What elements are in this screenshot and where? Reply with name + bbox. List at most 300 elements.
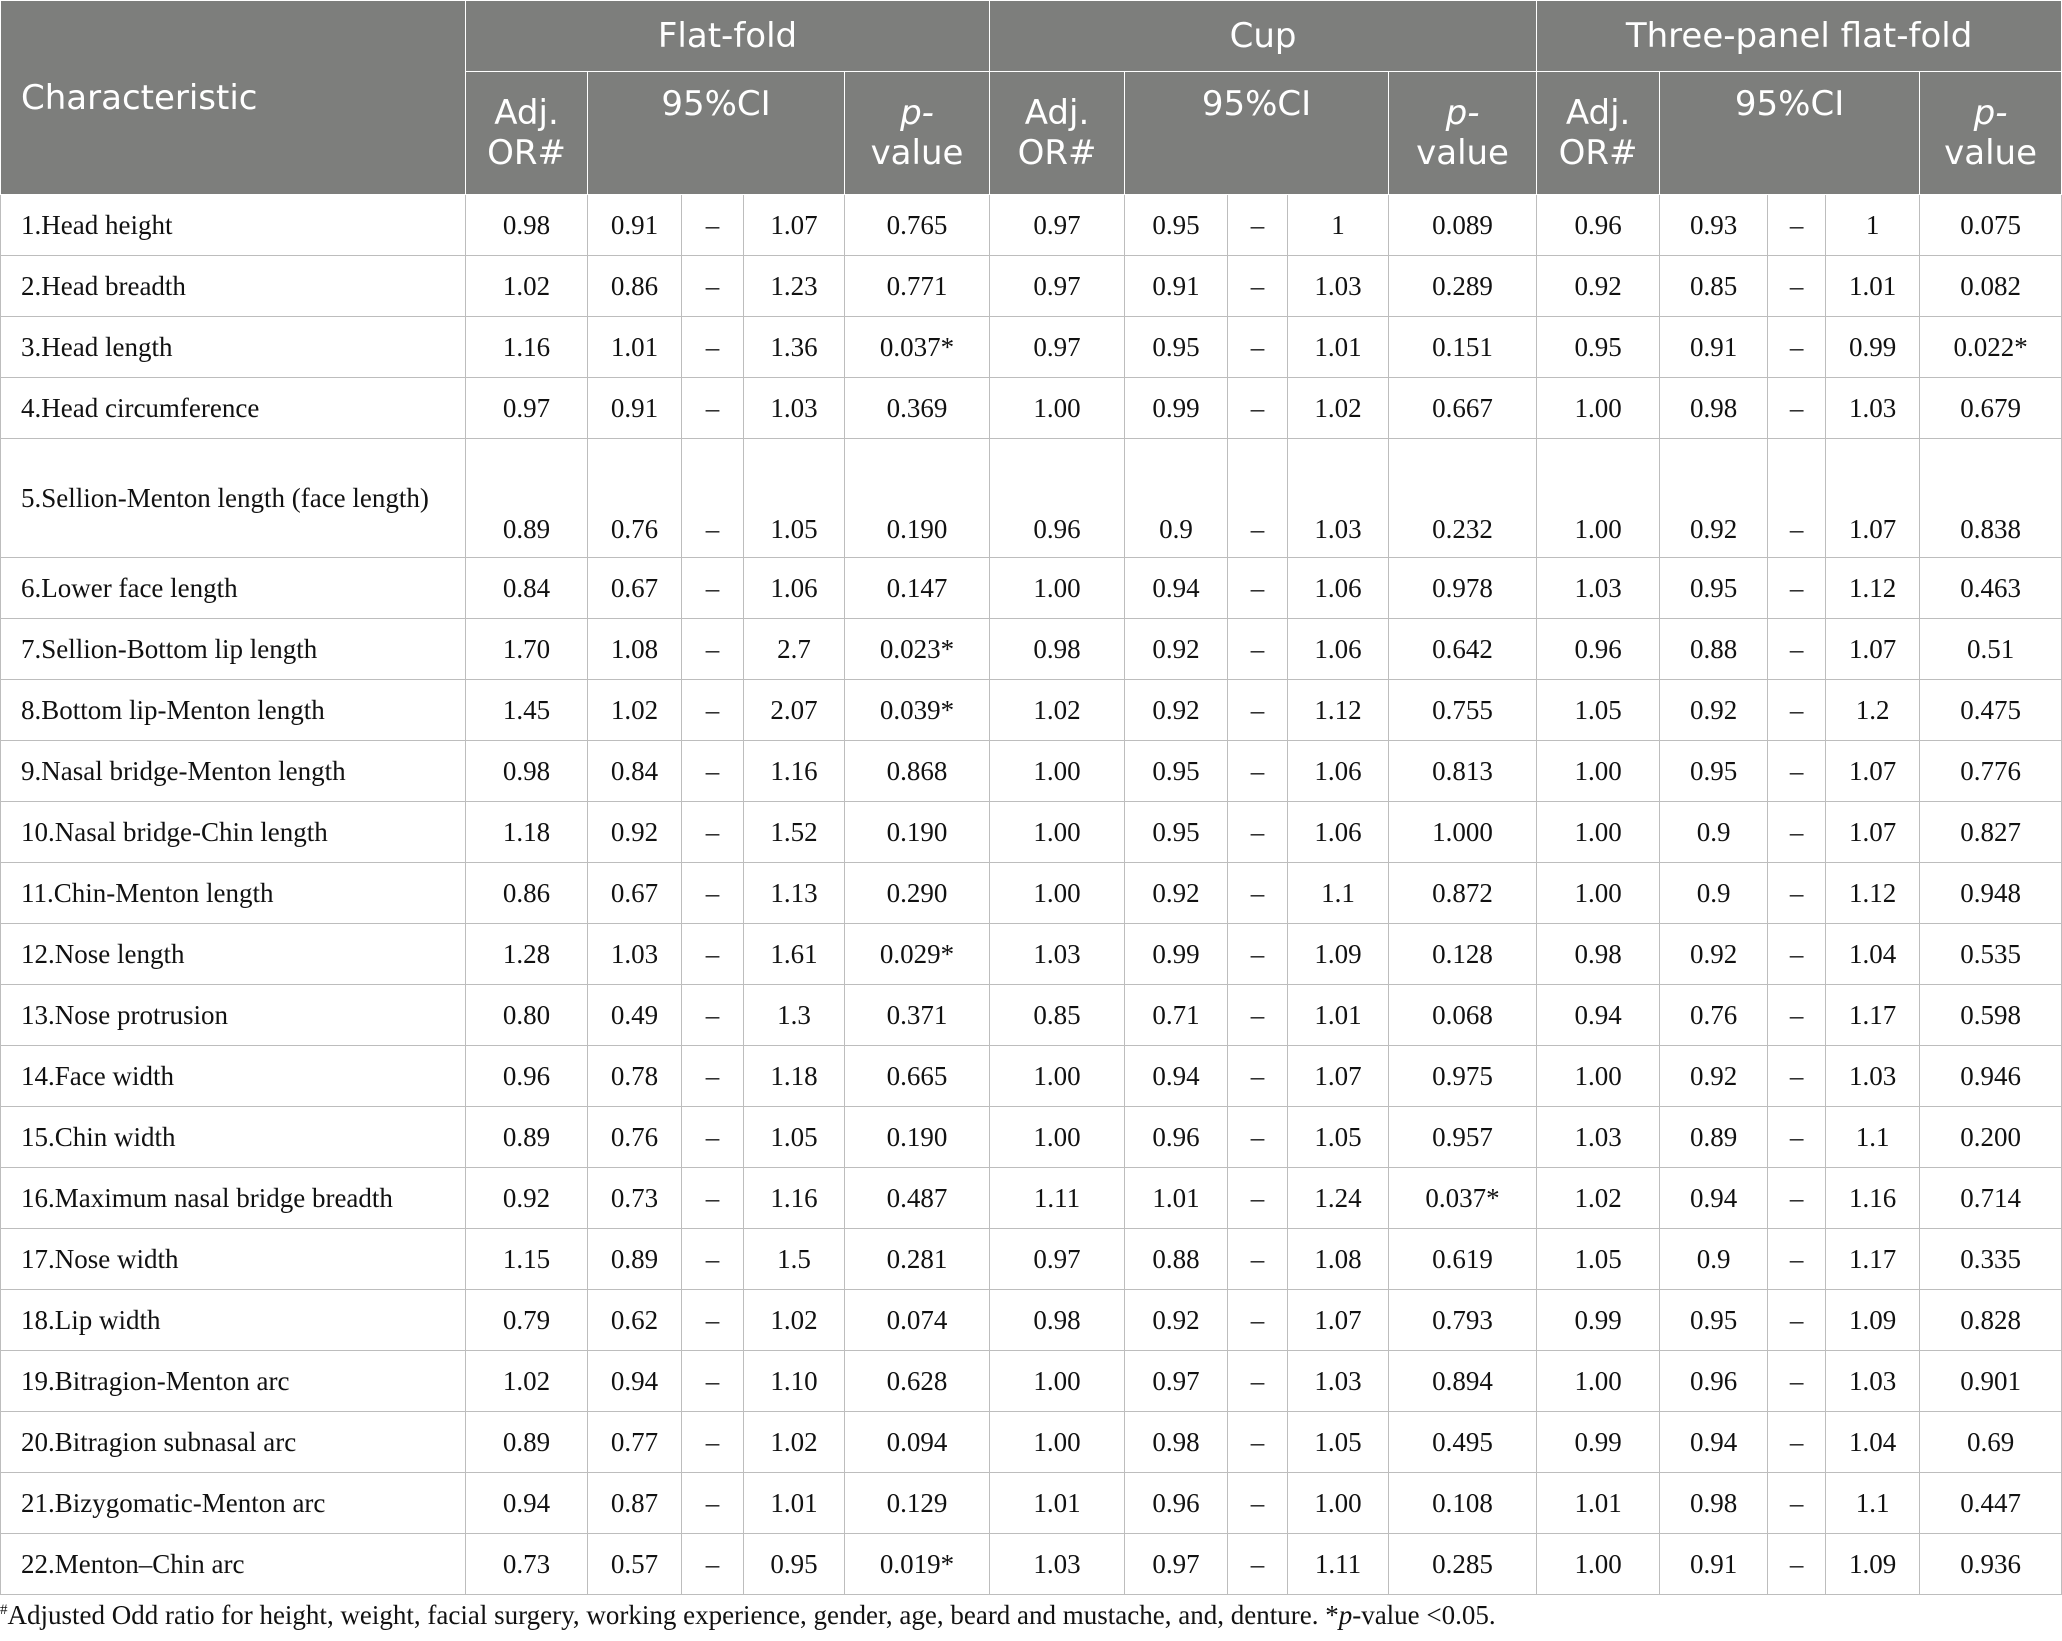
- cell-ci-dash: –: [1228, 195, 1288, 256]
- cell-or: 0.97: [990, 317, 1125, 378]
- cell-ci-low: 0.95: [1660, 741, 1768, 802]
- header-p-value: p- value: [1920, 72, 2062, 195]
- cell-ci-dash: –: [1228, 863, 1288, 924]
- cell-ci-dash: –: [682, 1412, 744, 1473]
- cell-ci-low: 0.91: [1660, 317, 1768, 378]
- cell-ci-high: 1.24: [1288, 1168, 1389, 1229]
- cell-or: 1.16: [466, 317, 588, 378]
- cell-p-value: 0.894: [1389, 1351, 1537, 1412]
- cell-ci-dash: –: [1228, 378, 1288, 439]
- cell-ci-dash: –: [682, 1351, 744, 1412]
- cell-ci-high: 1.1: [1288, 863, 1389, 924]
- cell-p-value: 0.190: [845, 439, 990, 558]
- cell-ci-high: 1.04: [1826, 1412, 1920, 1473]
- cell-or: 1.02: [990, 680, 1125, 741]
- row-characteristic: 3.Head length: [1, 317, 466, 378]
- cell-ci-low: 1.02: [588, 680, 682, 741]
- cell-ci-low: 0.89: [1660, 1107, 1768, 1168]
- cell-ci-high: 1.07: [1826, 619, 1920, 680]
- cell-ci-low: 0.95: [1660, 558, 1768, 619]
- cell-ci-high: 1.1: [1826, 1107, 1920, 1168]
- cell-ci-dash: –: [1768, 1473, 1826, 1534]
- cell-ci-low: 0.91: [588, 378, 682, 439]
- cell-ci-high: 1.03: [1826, 1351, 1920, 1412]
- footnote-p: p: [1338, 1600, 1353, 1630]
- cell-p-value: 0.019*: [845, 1534, 990, 1595]
- cell-ci-low: 0.76: [1660, 985, 1768, 1046]
- cell-ci-low: 0.96: [1660, 1351, 1768, 1412]
- cell-ci-dash: –: [682, 558, 744, 619]
- table-row: [1, 680, 2062, 741]
- cell-or: 1.05: [1537, 680, 1660, 741]
- header-row-groups: [1, 1, 2062, 72]
- row-characteristic: 19.Bitragion-Menton arc: [1, 1351, 466, 1412]
- cell-p-value: 0.771: [845, 256, 990, 317]
- cell-ci-high: 1.16: [1826, 1168, 1920, 1229]
- cell-ci-dash: –: [1768, 802, 1826, 863]
- cell-or: 0.89: [466, 439, 588, 558]
- cell-ci-high: 1.13: [744, 863, 845, 924]
- cell-ci-dash: –: [1228, 1229, 1288, 1290]
- cell-or: 0.86: [466, 863, 588, 924]
- cell-p-value: 0.776: [1920, 741, 2062, 802]
- cell-ci-high: 1.12: [1288, 680, 1389, 741]
- row-characteristic: 4.Head circumference: [1, 378, 466, 439]
- cell-ci-dash: –: [682, 1168, 744, 1229]
- cell-ci-low: 0.91: [1125, 256, 1228, 317]
- cell-or: 1.00: [1537, 439, 1660, 558]
- cell-ci-high: 1.10: [744, 1351, 845, 1412]
- row-characteristic: 12.Nose length: [1, 924, 466, 985]
- table-row: [1, 1107, 2062, 1168]
- cell-ci-high: 1.23: [744, 256, 845, 317]
- cell-ci-low: 0.97: [1125, 1351, 1228, 1412]
- cell-p-value: 0.793: [1389, 1290, 1537, 1351]
- cell-ci-dash: –: [1768, 256, 1826, 317]
- cell-or: 1.00: [990, 558, 1125, 619]
- cell-ci-high: 1.16: [744, 1168, 845, 1229]
- table-row: [1, 1290, 2062, 1351]
- row-characteristic: 18.Lip width: [1, 1290, 466, 1351]
- table-row: [1, 558, 2062, 619]
- cell-or: 0.79: [466, 1290, 588, 1351]
- cell-ci-low: 0.78: [588, 1046, 682, 1107]
- cell-or: 0.98: [466, 741, 588, 802]
- table-row: [1, 1412, 2062, 1473]
- cell-ci-high: 1.09: [1826, 1290, 1920, 1351]
- cell-ci-high: 1.03: [1826, 378, 1920, 439]
- cell-ci-low: 0.67: [588, 558, 682, 619]
- row-characteristic: 5.Sellion-Menton length (face length): [1, 439, 466, 558]
- cell-ci-low: 0.92: [1660, 924, 1768, 985]
- cell-ci-dash: –: [682, 1473, 744, 1534]
- cell-ci-dash: –: [1228, 256, 1288, 317]
- cell-ci-high: 1: [1288, 195, 1389, 256]
- cell-or: 1.00: [1537, 1534, 1660, 1595]
- cell-ci-low: 0.9: [1660, 1229, 1768, 1290]
- cell-ci-high: 1.18: [744, 1046, 845, 1107]
- header-ci: 95%CI: [1660, 72, 1920, 195]
- cell-or: 0.96: [1537, 195, 1660, 256]
- cell-p-value: 0.948: [1920, 863, 2062, 924]
- cell-ci-high: 1.17: [1826, 985, 1920, 1046]
- cell-ci-dash: –: [682, 317, 744, 378]
- cell-p-value: 0.075: [1920, 195, 2062, 256]
- table-row: [1, 863, 2062, 924]
- cell-ci-high: 1.02: [744, 1290, 845, 1351]
- cell-p-value: 0.487: [845, 1168, 990, 1229]
- cell-ci-low: 1.01: [588, 317, 682, 378]
- cell-or: 1.03: [1537, 558, 1660, 619]
- cell-p-value: 0.975: [1389, 1046, 1537, 1107]
- cell-ci-dash: –: [682, 1290, 744, 1351]
- cell-ci-dash: –: [682, 195, 744, 256]
- cell-p-value: 0.69: [1920, 1412, 2062, 1473]
- cell-ci-high: 1.07: [1826, 802, 1920, 863]
- cell-p-value: 0.037*: [845, 317, 990, 378]
- header-adj-or: Adj. OR#: [1537, 72, 1660, 195]
- cell-or: 0.80: [466, 985, 588, 1046]
- row-characteristic: 21.Bizygomatic-Menton arc: [1, 1473, 466, 1534]
- cell-ci-low: 0.95: [1660, 1290, 1768, 1351]
- cell-ci-high: 1.06: [1288, 802, 1389, 863]
- cell-p-value: 0.128: [1389, 924, 1537, 985]
- cell-ci-dash: –: [1768, 1351, 1826, 1412]
- cell-ci-dash: –: [682, 619, 744, 680]
- cell-or: 0.96: [466, 1046, 588, 1107]
- cell-ci-high: 1.08: [1288, 1229, 1389, 1290]
- cell-ci-dash: –: [1228, 741, 1288, 802]
- cell-ci-dash: –: [1768, 680, 1826, 741]
- cell-ci-low: 0.98: [1125, 1412, 1228, 1473]
- table-row: [1, 924, 2062, 985]
- table-row: [1, 439, 2062, 558]
- cell-p-value: 0.868: [845, 741, 990, 802]
- cell-ci-high: 1.00: [1288, 1473, 1389, 1534]
- cell-p-value: 0.281: [845, 1229, 990, 1290]
- cell-ci-dash: –: [1228, 802, 1288, 863]
- cell-p-value: 0.094: [845, 1412, 990, 1473]
- cell-p-value: 0.51: [1920, 619, 2062, 680]
- cell-ci-high: 1.17: [1826, 1229, 1920, 1290]
- cell-ci-high: 1.06: [1288, 741, 1389, 802]
- cell-p-value: 0.147: [845, 558, 990, 619]
- cell-ci-high: 1.03: [1288, 1351, 1389, 1412]
- cell-p-value: 0.463: [1920, 558, 2062, 619]
- cell-or: 1.18: [466, 802, 588, 863]
- cell-ci-low: 0.77: [588, 1412, 682, 1473]
- cell-ci-low: 1.01: [1125, 1168, 1228, 1229]
- row-characteristic: 20.Bitragion subnasal arc: [1, 1412, 466, 1473]
- cell-ci-low: 0.98: [1660, 1473, 1768, 1534]
- table-row: [1, 317, 2062, 378]
- header-p-value: p- value: [1389, 72, 1537, 195]
- cell-ci-dash: –: [1768, 924, 1826, 985]
- cell-ci-dash: –: [1768, 1534, 1826, 1595]
- cell-p-value: 0.901: [1920, 1351, 2062, 1412]
- cell-ci-low: 0.85: [1660, 256, 1768, 317]
- cell-ci-dash: –: [1228, 619, 1288, 680]
- table-row: [1, 1046, 2062, 1107]
- header-group-three-panel: Three-panel flat-fold: [1537, 1, 2062, 72]
- cell-p-value: 0.068: [1389, 985, 1537, 1046]
- cell-p-value: 0.200: [1920, 1107, 2062, 1168]
- cell-or: 1.11: [990, 1168, 1125, 1229]
- cell-ci-dash: –: [1768, 195, 1826, 256]
- cell-ci-low: 0.92: [588, 802, 682, 863]
- cell-p-value: 0.665: [845, 1046, 990, 1107]
- cell-ci-high: 0.99: [1826, 317, 1920, 378]
- cell-ci-low: 0.96: [1125, 1473, 1228, 1534]
- cell-ci-dash: –: [1228, 317, 1288, 378]
- cell-p-value: 0.369: [845, 378, 990, 439]
- cell-or: 0.98: [1537, 924, 1660, 985]
- cell-ci-high: 1.05: [1288, 1107, 1389, 1168]
- cell-ci-dash: –: [1768, 985, 1826, 1046]
- cell-ci-high: 1.01: [1288, 317, 1389, 378]
- cell-p-value: 0.765: [845, 195, 990, 256]
- cell-ci-low: 0.88: [1660, 619, 1768, 680]
- cell-ci-dash: –: [1768, 439, 1826, 558]
- cell-ci-low: 0.94: [1660, 1168, 1768, 1229]
- cell-ci-low: 0.99: [1125, 378, 1228, 439]
- header-adj-or: Adj. OR#: [466, 72, 588, 195]
- cell-p-value: 0.129: [845, 1473, 990, 1534]
- cell-ci-low: 0.89: [588, 1229, 682, 1290]
- cell-or: 0.94: [466, 1473, 588, 1534]
- cell-p-value: 0.289: [1389, 256, 1537, 317]
- cell-ci-low: 0.94: [588, 1351, 682, 1412]
- cell-ci-dash: –: [1768, 1290, 1826, 1351]
- cell-p-value: 0.946: [1920, 1046, 2062, 1107]
- cell-ci-dash: –: [1768, 863, 1826, 924]
- header-ci: 95%CI: [588, 72, 845, 195]
- row-characteristic: 9.Nasal bridge-Menton length: [1, 741, 466, 802]
- cell-ci-dash: –: [1228, 1046, 1288, 1107]
- cell-ci-high: 1.05: [744, 439, 845, 558]
- table-row: [1, 378, 2062, 439]
- cell-or: 1.00: [990, 1046, 1125, 1107]
- cell-ci-low: 0.67: [588, 863, 682, 924]
- cell-p-value: 0.475: [1920, 680, 2062, 741]
- cell-ci-high: 1.16: [744, 741, 845, 802]
- cell-p-value: 0.813: [1389, 741, 1537, 802]
- cell-p-value: 0.755: [1389, 680, 1537, 741]
- cell-ci-high: 1.5: [744, 1229, 845, 1290]
- row-characteristic: 10.Nasal bridge-Chin length: [1, 802, 466, 863]
- cell-ci-high: 1.07: [1826, 439, 1920, 558]
- cell-ci-dash: –: [682, 1534, 744, 1595]
- cell-ci-low: 0.84: [588, 741, 682, 802]
- cell-ci-low: 0.9: [1660, 802, 1768, 863]
- cell-ci-low: 0.97: [1125, 1534, 1228, 1595]
- cell-ci-dash: –: [682, 1107, 744, 1168]
- row-characteristic: 2.Head breadth: [1, 256, 466, 317]
- cell-p-value: 0.022*: [1920, 317, 2062, 378]
- cell-or: 0.84: [466, 558, 588, 619]
- cell-ci-high: 1.2: [1826, 680, 1920, 741]
- cell-p-value: 0.082: [1920, 256, 2062, 317]
- cell-p-value: 0.495: [1389, 1412, 1537, 1473]
- cell-p-value: 0.642: [1389, 619, 1537, 680]
- table-row: [1, 985, 2062, 1046]
- cell-p-value: 0.285: [1389, 1534, 1537, 1595]
- cell-p-value: 0.074: [845, 1290, 990, 1351]
- cell-ci-high: 1.07: [1826, 741, 1920, 802]
- cell-or: 0.97: [466, 378, 588, 439]
- cell-ci-dash: –: [682, 802, 744, 863]
- cell-ci-high: 1.36: [744, 317, 845, 378]
- table-row: [1, 256, 2062, 317]
- cell-ci-low: 0.98: [1660, 378, 1768, 439]
- row-characteristic: 13.Nose protrusion: [1, 985, 466, 1046]
- cell-p-value: 0.108: [1389, 1473, 1537, 1534]
- cell-or: 1.00: [990, 802, 1125, 863]
- cell-or: 1.00: [1537, 741, 1660, 802]
- cell-or: 1.00: [1537, 378, 1660, 439]
- cell-ci-high: 1.07: [1288, 1290, 1389, 1351]
- cell-ci-low: 1.08: [588, 619, 682, 680]
- cell-ci-dash: –: [1228, 1290, 1288, 1351]
- table-row: [1, 1229, 2062, 1290]
- cell-ci-dash: –: [1768, 1412, 1826, 1473]
- cell-p-value: 0.232: [1389, 439, 1537, 558]
- cell-or: 1.02: [466, 256, 588, 317]
- cell-p-value: 0.371: [845, 985, 990, 1046]
- cell-ci-dash: –: [1768, 619, 1826, 680]
- cell-ci-low: 0.94: [1125, 558, 1228, 619]
- row-characteristic: 7.Sellion-Bottom lip length: [1, 619, 466, 680]
- cell-ci-low: 0.73: [588, 1168, 682, 1229]
- cell-ci-low: 0.92: [1125, 619, 1228, 680]
- cell-or: 0.89: [466, 1412, 588, 1473]
- table-row: [1, 802, 2062, 863]
- cell-ci-high: 1.09: [1826, 1534, 1920, 1595]
- cell-or: 1.00: [990, 378, 1125, 439]
- cell-ci-high: 1.01: [744, 1473, 845, 1534]
- table-row: [1, 741, 2062, 802]
- cell-ci-dash: –: [1228, 985, 1288, 1046]
- cell-ci-dash: –: [682, 1046, 744, 1107]
- cell-or: 0.98: [466, 195, 588, 256]
- cell-ci-low: 0.92: [1660, 439, 1768, 558]
- cell-ci-dash: –: [1228, 439, 1288, 558]
- cell-ci-dash: –: [682, 680, 744, 741]
- cell-ci-low: 0.99: [1125, 924, 1228, 985]
- cell-ci-dash: –: [682, 741, 744, 802]
- table-row: [1, 1351, 2062, 1412]
- row-characteristic: 17.Nose width: [1, 1229, 466, 1290]
- cell-ci-low: 0.76: [588, 1107, 682, 1168]
- cell-or: 1.03: [1537, 1107, 1660, 1168]
- cell-p-value: 0.838: [1920, 439, 2062, 558]
- cell-ci-dash: –: [1228, 1107, 1288, 1168]
- cell-or: 0.73: [466, 1534, 588, 1595]
- cell-ci-low: 1.03: [588, 924, 682, 985]
- cell-ci-dash: –: [1768, 741, 1826, 802]
- cell-or: 0.98: [990, 1290, 1125, 1351]
- cell-ci-dash: –: [1228, 680, 1288, 741]
- cell-ci-dash: –: [1768, 317, 1826, 378]
- cell-ci-high: 1.02: [1288, 378, 1389, 439]
- cell-ci-low: 0.76: [588, 439, 682, 558]
- cell-ci-high: 1.01: [1826, 256, 1920, 317]
- cell-p-value: 0.190: [845, 1107, 990, 1168]
- cell-ci-high: 1.3: [744, 985, 845, 1046]
- cell-p-value: 1.000: [1389, 802, 1537, 863]
- cell-ci-low: 0.92: [1125, 680, 1228, 741]
- cell-or: 1.00: [990, 741, 1125, 802]
- cell-ci-dash: –: [1768, 1168, 1826, 1229]
- cell-p-value: 0.290: [845, 863, 990, 924]
- cell-ci-high: 1.04: [1826, 924, 1920, 985]
- cell-p-value: 0.190: [845, 802, 990, 863]
- cell-or: 1.02: [466, 1351, 588, 1412]
- cell-or: 1.05: [1537, 1229, 1660, 1290]
- cell-p-value: 0.039*: [845, 680, 990, 741]
- row-characteristic: 11.Chin-Menton length: [1, 863, 466, 924]
- cell-p-value: 0.872: [1389, 863, 1537, 924]
- cell-ci-high: 0.95: [744, 1534, 845, 1595]
- cell-or: 1.03: [990, 1534, 1125, 1595]
- cell-or: 0.85: [990, 985, 1125, 1046]
- cell-p-value: 0.827: [1920, 802, 2062, 863]
- cell-p-value: 0.619: [1389, 1229, 1537, 1290]
- cell-or: 1.00: [1537, 802, 1660, 863]
- cell-ci-dash: –: [1768, 1107, 1826, 1168]
- cell-ci-dash: –: [1768, 558, 1826, 619]
- cell-ci-low: 0.87: [588, 1473, 682, 1534]
- cell-ci-high: 1.05: [744, 1107, 845, 1168]
- cell-p-value: 0.535: [1920, 924, 2062, 985]
- cell-ci-dash: –: [1768, 1046, 1826, 1107]
- cell-or: 0.92: [466, 1168, 588, 1229]
- cell-p-value: 0.714: [1920, 1168, 2062, 1229]
- cell-or: 0.99: [1537, 1290, 1660, 1351]
- cell-p-value: 0.828: [1920, 1290, 2062, 1351]
- cell-p-value: 0.667: [1389, 378, 1537, 439]
- cell-or: 0.98: [990, 619, 1125, 680]
- row-characteristic: 22.Menton–Chin arc: [1, 1534, 466, 1595]
- cell-ci-dash: –: [1228, 924, 1288, 985]
- footnote-text-a: Adjusted Odd ratio for height, weight, facial surgery, working experience, gender, age, beard and mustache, and, denture. *: [7, 1600, 1339, 1630]
- cell-ci-dash: –: [1228, 1351, 1288, 1412]
- cell-or: 1.45: [466, 680, 588, 741]
- footnote-mark: #: [0, 1602, 8, 1618]
- cell-p-value: 0.978: [1389, 558, 1537, 619]
- cell-ci-high: 1.06: [1288, 558, 1389, 619]
- cell-p-value: 0.628: [845, 1351, 990, 1412]
- cell-ci-high: 1.09: [1288, 924, 1389, 985]
- cell-p-value: 0.447: [1920, 1473, 2062, 1534]
- cell-ci-high: 1.03: [744, 378, 845, 439]
- cell-or: 1.00: [1537, 1351, 1660, 1412]
- cell-or: 0.97: [990, 195, 1125, 256]
- cell-ci-dash: –: [682, 378, 744, 439]
- cell-ci-low: 0.94: [1125, 1046, 1228, 1107]
- cell-p-value: 0.029*: [845, 924, 990, 985]
- cell-p-value: 0.936: [1920, 1534, 2062, 1595]
- cell-or: 1.01: [990, 1473, 1125, 1534]
- cell-p-value: 0.957: [1389, 1107, 1537, 1168]
- cell-ci-low: 0.9: [1660, 863, 1768, 924]
- cell-p-value: 0.598: [1920, 985, 2062, 1046]
- cell-ci-high: 1: [1826, 195, 1920, 256]
- cell-p-value: 0.037*: [1389, 1168, 1537, 1229]
- row-characteristic: 16.Maximum nasal bridge breadth: [1, 1168, 466, 1229]
- header-group-cup: Cup: [990, 1, 1537, 72]
- footnote-text-b: -value <0.05.: [1352, 1600, 1496, 1630]
